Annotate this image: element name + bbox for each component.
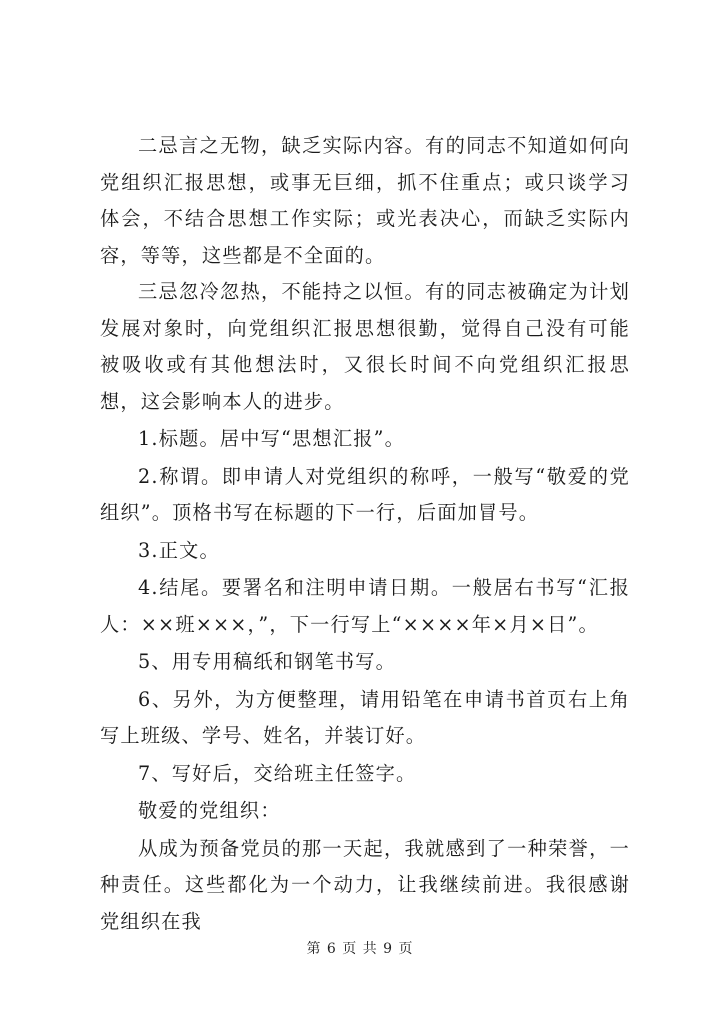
letter-opening-paragraph: 从成为预备党员的那一天起，我就感到了一种荣誉，一种责任。这些都化为一个动力，让我继续前进。我很感谢党组织在我 (100, 836, 630, 933)
list-item-ending: 4.结尾。要署名和注明申请日期。一般居右书写“汇报人：××班×××，”，下一行写上“××××年×月×日”。 (100, 576, 630, 636)
page-number-footer: 第 6 页 共 9 页 (306, 941, 414, 957)
list-item-binding: 6、另外，为方便整理，请用铅笔在申请书首页右上角写上班级、学号、姓名，并装订好。 (100, 687, 630, 747)
list-item-paper: 5、用专用稿纸和钢笔书写。 (138, 650, 397, 673)
list-item-signature: 7、写好后，交给班主任签字。 (138, 761, 417, 785)
list-item-body: 3.正文。 (138, 538, 220, 562)
paragraph-third-taboo: 三忌忽冷忽热，不能持之以恒。有的同志被确定为计划发展对象时，向党组织汇报思想很勤，觉得自己没有可能被吸收或有其他想法时，又很长时间不向党组织汇报思想，这会影响本人的进步。 (100, 280, 630, 413)
paragraph-second-taboo: 二忌言之无物，缺乏实际内容。有的同志不知道如何向党组织汇报思想，或事无巨细，抓不住重点；或只谈学习体会，不结合思想工作实际；或光表决心，而缺乏实际内容，等等，这些都是不全面的。 (100, 134, 630, 267)
document-body (100, 128, 630, 940)
letter-salutation: 敬爱的党组织： (138, 799, 281, 822)
list-item-title: 1.标题。居中写“思想汇报”。 (138, 427, 405, 450)
list-item-salutation: 2.称谓。即申请人对党组织的称呼，一般写“敬爱的党组织”。顶格书写在标题的下一行，后面加冒号。 (100, 464, 630, 524)
